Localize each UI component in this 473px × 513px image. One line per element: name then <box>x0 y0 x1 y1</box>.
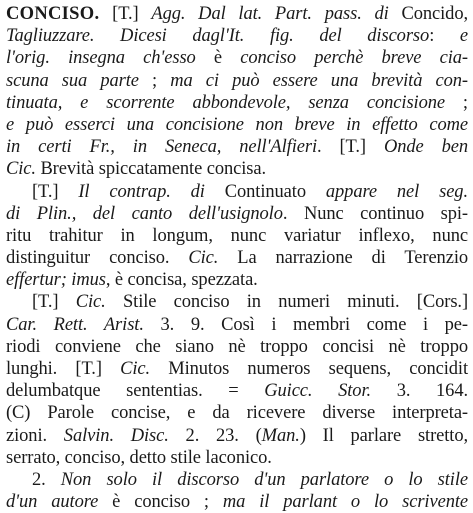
text-run: riodi conviene che siano nè troppo concisi nè troppo <box>6 336 468 357</box>
text-run: Il contrap. di <box>78 181 205 202</box>
text-line <box>6 47 468 69</box>
text-line <box>6 3 468 25</box>
text-run: Agg. Dal lat. Part. pass. <box>151 4 362 24</box>
text-run: ma il parlant o lo scrivente <box>222 492 468 513</box>
text-run: è <box>195 48 241 69</box>
text-run: [T.] <box>32 181 79 202</box>
text-run: Tagliuzzare. Dicesi dagl'It. fig. del discorso <box>6 26 430 47</box>
text-run: [T.] <box>99 4 152 24</box>
text-line <box>6 136 468 158</box>
text-run: distinguitur conciso. <box>6 248 189 269</box>
text-line <box>6 336 468 358</box>
text-line <box>6 425 468 447</box>
text-line <box>6 25 468 47</box>
text-run: conciso perchè breve cia- <box>240 48 468 69</box>
text-run: Man. <box>261 425 300 446</box>
text-run: 2. 23. ( <box>168 425 262 446</box>
text-run: ritu trahitur in longum, nunc variatur inflexo, nunc <box>6 225 468 246</box>
text-run: appare nel seg. <box>325 181 468 202</box>
text-line <box>6 92 468 114</box>
text-line <box>6 114 468 136</box>
text-run: scuna sua parte <box>6 70 139 91</box>
text-run: [T.] <box>32 292 76 313</box>
text-run: è conciso ; <box>98 492 223 513</box>
text-run: Onde ben <box>383 137 468 158</box>
text-run: Minutos numeros sequens, concidit <box>150 359 469 379</box>
text-run: Cic. <box>6 159 36 180</box>
text-run: di Plin., del canto dell'usignolo <box>6 203 283 224</box>
text-run: Cic. <box>188 248 219 269</box>
text-line <box>6 158 468 180</box>
text-run: d'un autore <box>6 492 99 513</box>
text-line <box>6 70 468 92</box>
text-line <box>6 491 468 513</box>
text-run: delumbatque sententias. = <box>6 381 265 402</box>
text-line <box>6 469 468 491</box>
text-run: ma ci può essere una brevità con- <box>170 70 468 91</box>
text-run: Cic. <box>120 359 151 379</box>
text-line <box>6 447 468 469</box>
text-line <box>6 314 468 336</box>
text-run: 2. <box>32 469 61 490</box>
text-run <box>362 4 375 24</box>
text-run: e può esserci una concisione non breve in effetto come <box>6 114 468 135</box>
text-run: : <box>429 26 460 47</box>
text-run: di <box>374 4 389 24</box>
text-run: , è concisa, spezzata. <box>105 270 258 291</box>
text-run: Brevità spiccatamente concisa. <box>35 159 267 180</box>
text-run: Salvin. Disc. <box>63 425 169 446</box>
dictionary-entry <box>6 3 468 513</box>
text-line <box>6 358 468 380</box>
headword: CONCISO. <box>6 4 100 24</box>
text-run: ) Il parlare stretto, <box>299 425 469 446</box>
text-line <box>6 402 468 424</box>
text-run: effertur; imus <box>6 270 106 291</box>
text-run: e <box>459 26 468 47</box>
text-run: 3. 164. <box>371 381 469 402</box>
text-run: Stile conciso in numeri minuti. [Cors.] <box>105 292 469 313</box>
text-run: serrato, conciso, detto stile laconico. <box>6 447 272 468</box>
text-run: Guicc. Stor. <box>264 381 372 402</box>
text-run: tinuata, e scorrente abbondevole, senza concisione <box>6 92 445 113</box>
text-run: . [T.] <box>317 137 384 158</box>
text-run: Non solo il discorso d'un parlatore o lo stile <box>60 469 468 490</box>
text-run: Continuato <box>204 181 326 202</box>
text-line <box>6 247 468 269</box>
text-run: La narrazione di Terenzio <box>218 248 469 269</box>
text-run: lunghi. [T.] <box>6 359 121 379</box>
text-run: ; <box>445 92 468 113</box>
text-run: Cic. <box>75 292 106 313</box>
text-line <box>6 225 468 247</box>
text-run: . Nunc continuo spi- <box>282 203 468 224</box>
text-line <box>6 269 468 291</box>
text-run: zioni. <box>6 425 64 446</box>
text-run: ; <box>138 70 171 91</box>
text-run: Car. Rett. Arist. <box>6 314 144 335</box>
text-run: l'orig. insegna ch'esso <box>6 48 196 69</box>
text-line <box>6 380 468 402</box>
text-line <box>6 181 468 203</box>
text-run: Concido, <box>388 4 469 24</box>
text-run: in certi Fr., in Seneca, nell'Alfieri <box>6 137 317 158</box>
text-run: 3. 9. Così i membri come i pe- <box>143 314 468 335</box>
text-line <box>6 291 468 313</box>
text-run: (C) Parole concise, e da ricevere diverse interpreta- <box>6 403 468 424</box>
text-line <box>6 203 468 225</box>
